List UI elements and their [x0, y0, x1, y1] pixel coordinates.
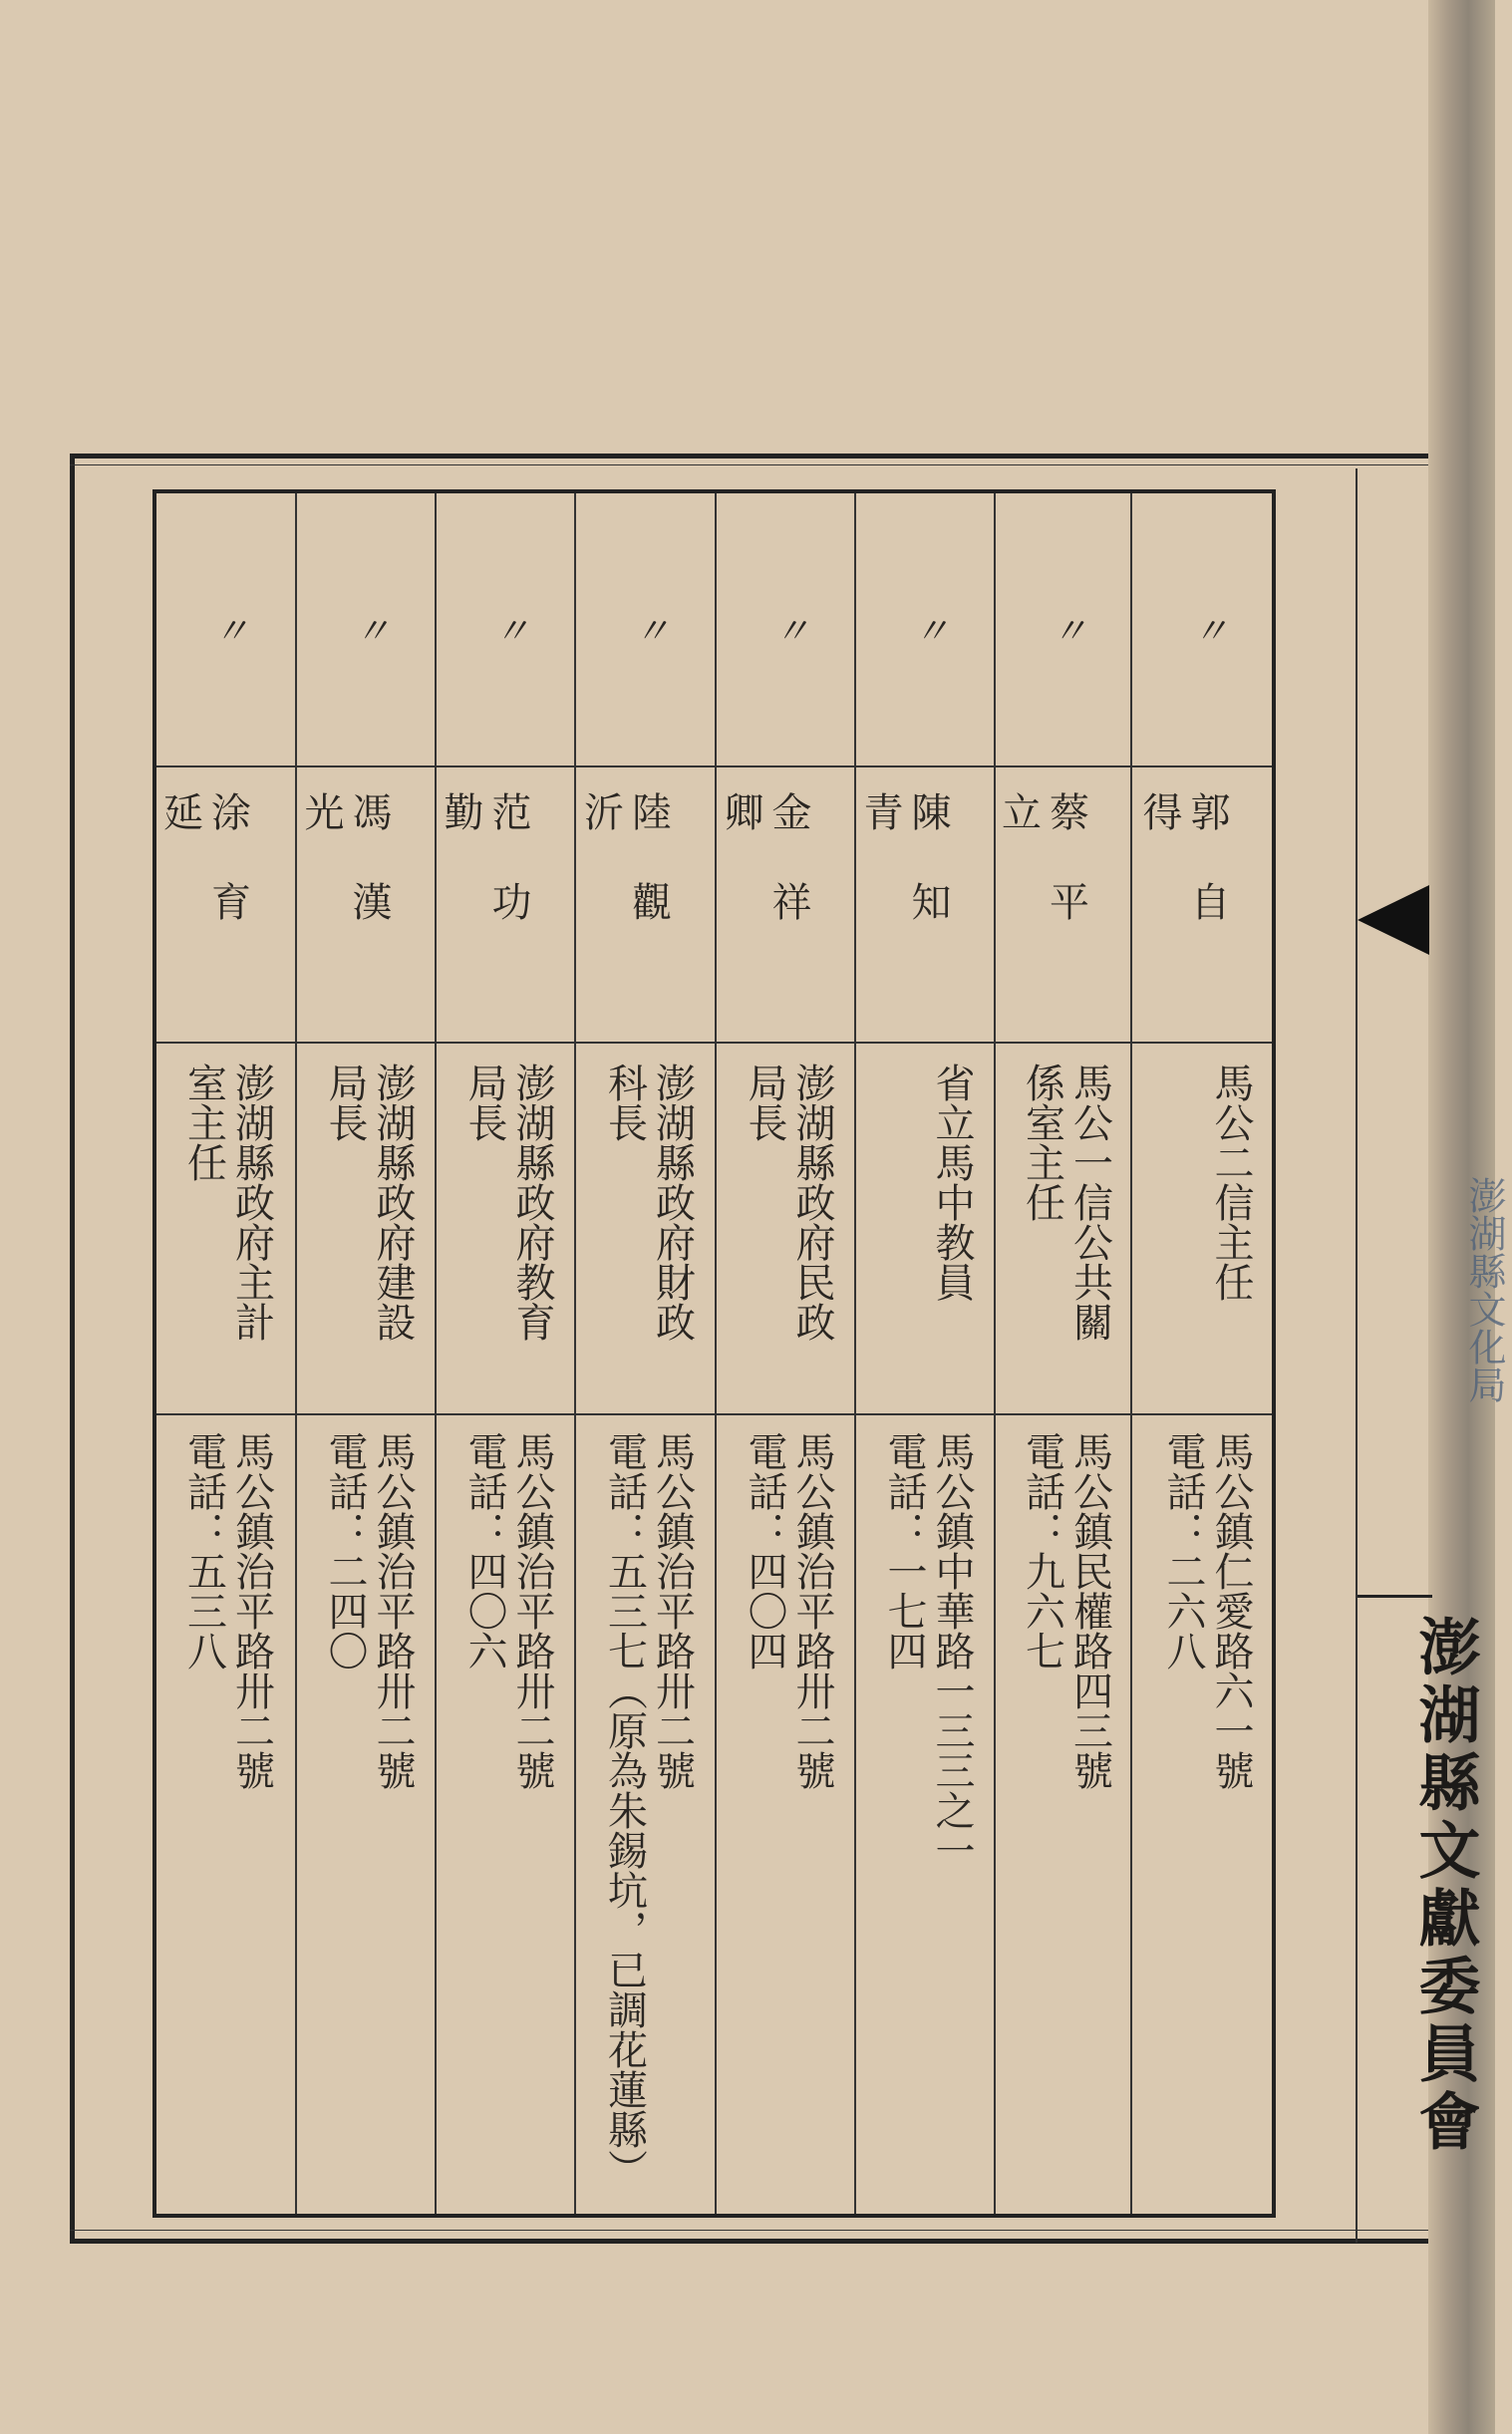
member-position: 馬公二信主任	[1208, 1063, 1254, 1302]
member-position: 澎湖縣政府主計 室主任	[180, 1063, 275, 1342]
column-divider	[574, 493, 576, 2214]
column-divider	[295, 493, 297, 2214]
member-position: 澎湖縣政府教育 局長	[461, 1063, 555, 1342]
ditto-mark: 〃	[349, 612, 390, 648]
ditto-mark: 〃	[628, 612, 670, 648]
member-name: 陳知青	[857, 791, 951, 971]
member-name: 陸觀沂	[577, 791, 672, 971]
member-position: 省立馬中教員	[929, 1063, 975, 1302]
column-divider	[715, 493, 717, 2214]
member-position: 馬公一信公共關 係室主任	[1019, 1063, 1113, 1342]
ditto-mark: 〃	[768, 612, 809, 648]
ditto-mark: 〃	[908, 612, 949, 648]
row-divider	[156, 765, 1272, 767]
ditto-mark: 〃	[1187, 612, 1228, 648]
member-name: 蔡平立	[995, 791, 1089, 971]
member-address: 馬公鎮中華路一三三之一 電話：一七四	[881, 1431, 975, 1870]
member-name: 郭自得	[1136, 791, 1230, 971]
member-address: 馬公鎮民權路四三號 電話：九六七	[1019, 1431, 1113, 1790]
margin-divider	[1356, 468, 1358, 2243]
member-name: 涂育延	[156, 791, 251, 971]
member-position: 澎湖縣政府民政 局長	[742, 1063, 835, 1342]
member-position: 澎湖縣政府財政 科長	[601, 1063, 696, 1342]
member-name: 金祥卿	[718, 791, 811, 971]
title-rule	[1358, 1595, 1432, 1598]
member-address: 馬公鎮治平路卅二號 電話：五三七（原為朱錫坑，已調花蓮縣）	[601, 1431, 696, 2189]
member-address: 馬公鎮治平路卅二號 電話：四〇四	[742, 1431, 835, 1790]
member-position: 澎湖縣政府建設 局長	[322, 1063, 416, 1342]
column-divider	[1130, 493, 1132, 2214]
member-name: 范功勤	[438, 791, 531, 971]
column-divider	[994, 493, 996, 2214]
row-divider	[156, 1042, 1272, 1044]
ditto-mark: 〃	[488, 612, 529, 648]
column-divider	[435, 493, 437, 2214]
ditto-mark: 〃	[1046, 612, 1087, 648]
member-address: 馬公鎮治平路卅二號 電話：四〇六	[461, 1431, 555, 1790]
library-stamp: 澎湖縣文化局	[1462, 1176, 1506, 1403]
member-address: 馬公鎮治平路卅二號 電話：二四〇	[322, 1431, 416, 1790]
member-name: 馮漢光	[298, 791, 392, 971]
column-divider	[854, 493, 856, 2214]
margin-title: 澎湖縣文獻委員會	[1408, 1615, 1481, 2157]
frame-rule-top	[70, 464, 1428, 465]
row-divider	[156, 1413, 1272, 1415]
member-address: 馬公鎮治平路卅二號 電話：五三八	[180, 1431, 275, 1790]
member-address: 馬公鎮仁愛路六一號 電話：二六八	[1160, 1431, 1254, 1790]
member-table	[152, 489, 1276, 2218]
fishtail-mark	[1358, 885, 1429, 955]
ditto-mark: 〃	[207, 612, 249, 648]
frame-rule-bottom	[70, 2230, 1428, 2231]
